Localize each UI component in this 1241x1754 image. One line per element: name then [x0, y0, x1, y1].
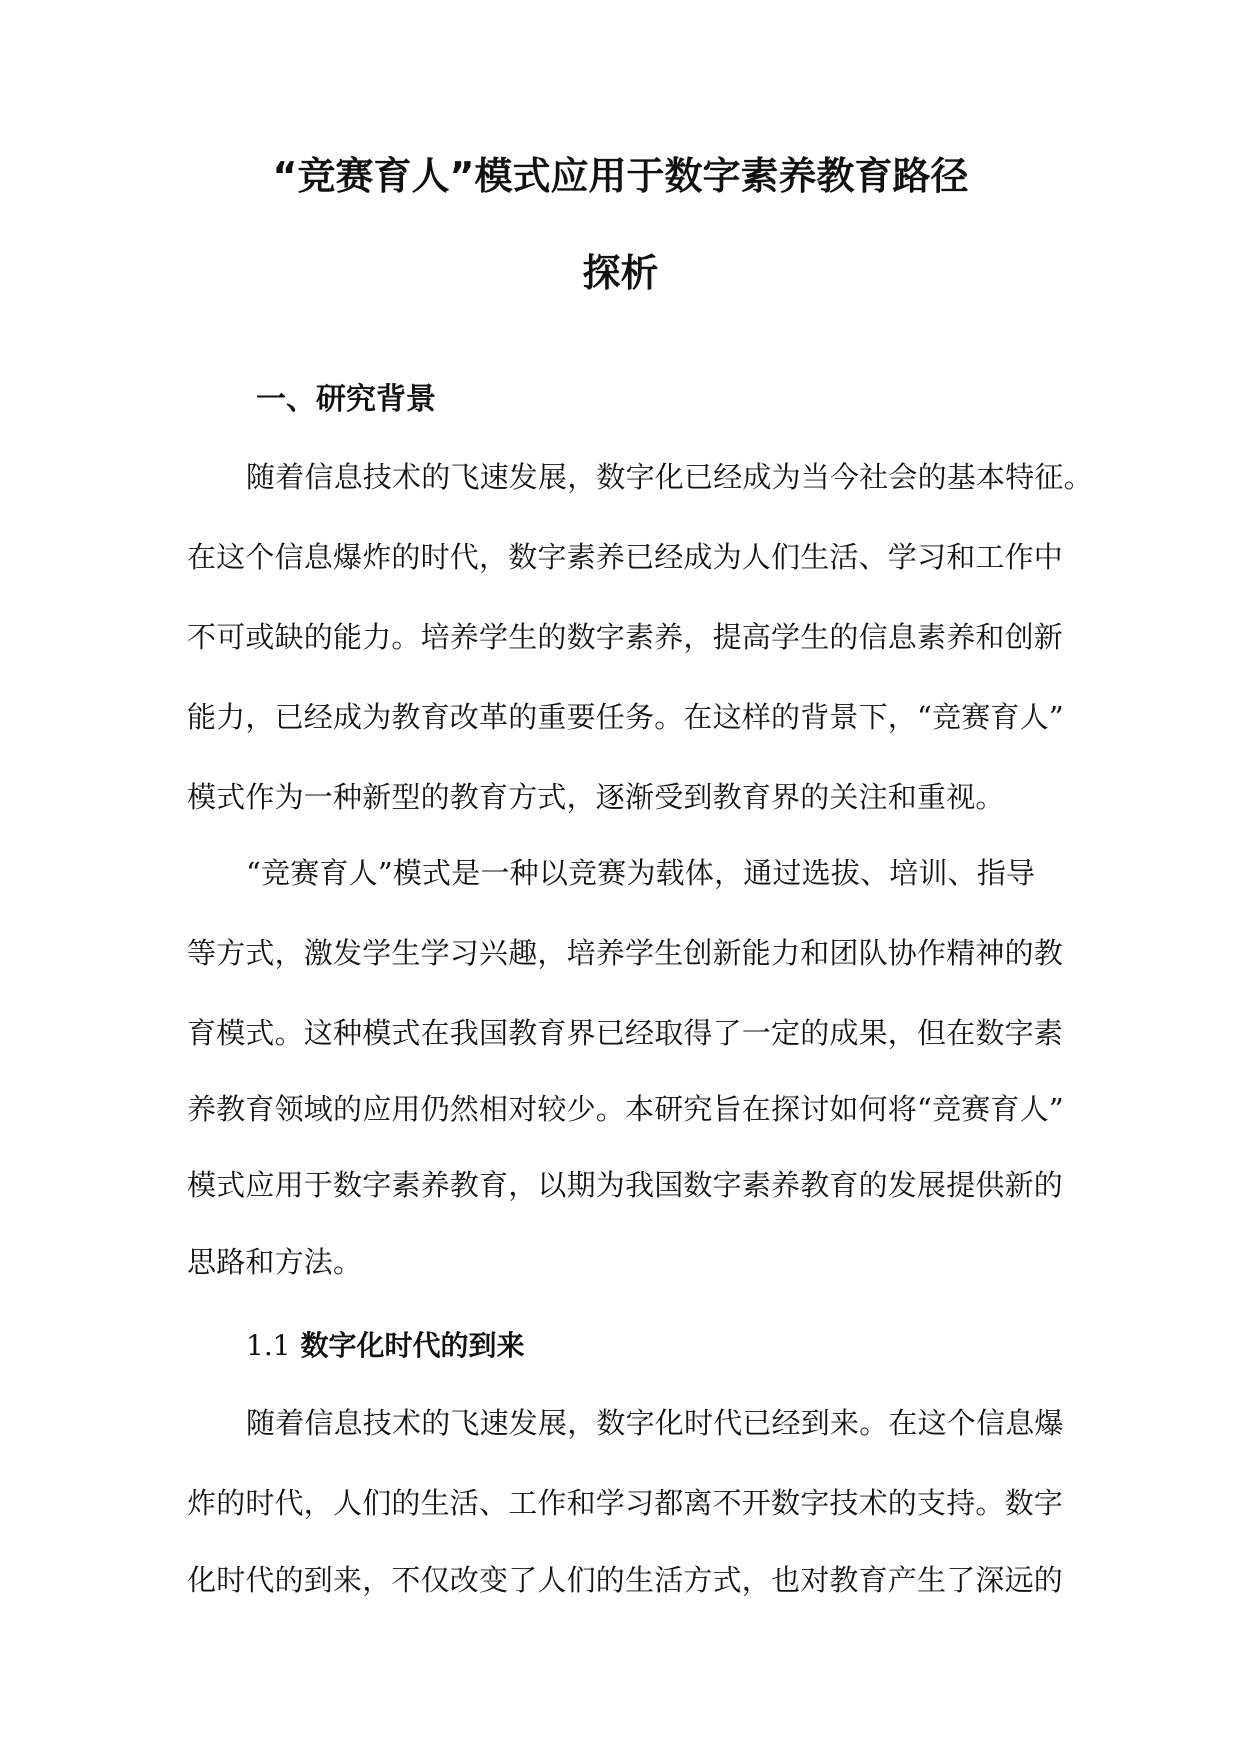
subsection-number: 1.1 [246, 1329, 291, 1362]
paragraph-1-line: 能力，已经成为教育改革的重要任务。在这样的背景下，“竞赛育人” [187, 700, 1064, 734]
document-title-line-2: 探析 [582, 251, 659, 295]
paragraph-2-line: 育模式。这种模式在我国教育界已经取得了一定的成果，但在数字素 [187, 1016, 1064, 1050]
paragraph-1-line: 在这个信息爆炸的时代，数字素养已经成为人们生活、学习和工作中 [187, 540, 1064, 574]
paragraph-2-line: “竞赛育人”模式是一种以竞赛为载体，通过选拔、培训、指导 [246, 856, 1036, 890]
paragraph-2-line: 养教育领域的应用仍然相对较少。本研究旨在探讨如何将“竞赛育人” [187, 1092, 1064, 1126]
paragraph-2-line: 等方式，激发学生学习兴趣，培养学生创新能力和团队协作精神的教 [187, 936, 1064, 970]
paragraph-3-line: 化时代的到来，不仅改变了人们的生活方式，也对教育产生了深远的 [187, 1563, 1064, 1597]
paragraph-3-line: 随着信息技术的飞速发展，数字化时代已经到来。在这个信息爆 [246, 1406, 1064, 1440]
paragraph-2-line: 思路和方法。 [187, 1245, 363, 1279]
section-heading-research-background: 一、研究背景 [256, 382, 436, 417]
document-title-line-1: “竞赛育人”模式应用于数字素养教育路径 [272, 154, 969, 198]
paragraph-1-line: 模式作为一种新型的教育方式，逐渐受到教育界的关注和重视。 [187, 780, 1005, 814]
paragraph-1-line: 随着信息技术的飞速发展，数字化已经成为当今社会的基本特征。 [246, 460, 1093, 494]
paragraph-2-line: 模式应用于数字素养教育，以期为我国数字素养教育的发展提供新的 [187, 1168, 1064, 1202]
subsection-title: 数字化时代的到来 [300, 1329, 525, 1362]
paragraph-3-line: 炸的时代，人们的生活、工作和学习都离不开数字技术的支持。数字 [187, 1486, 1064, 1520]
paragraph-1-line: 不可或缺的能力。培养学生的数字素养，提高学生的信息素养和创新 [187, 620, 1064, 654]
subsection-heading [246, 1326, 525, 1366]
